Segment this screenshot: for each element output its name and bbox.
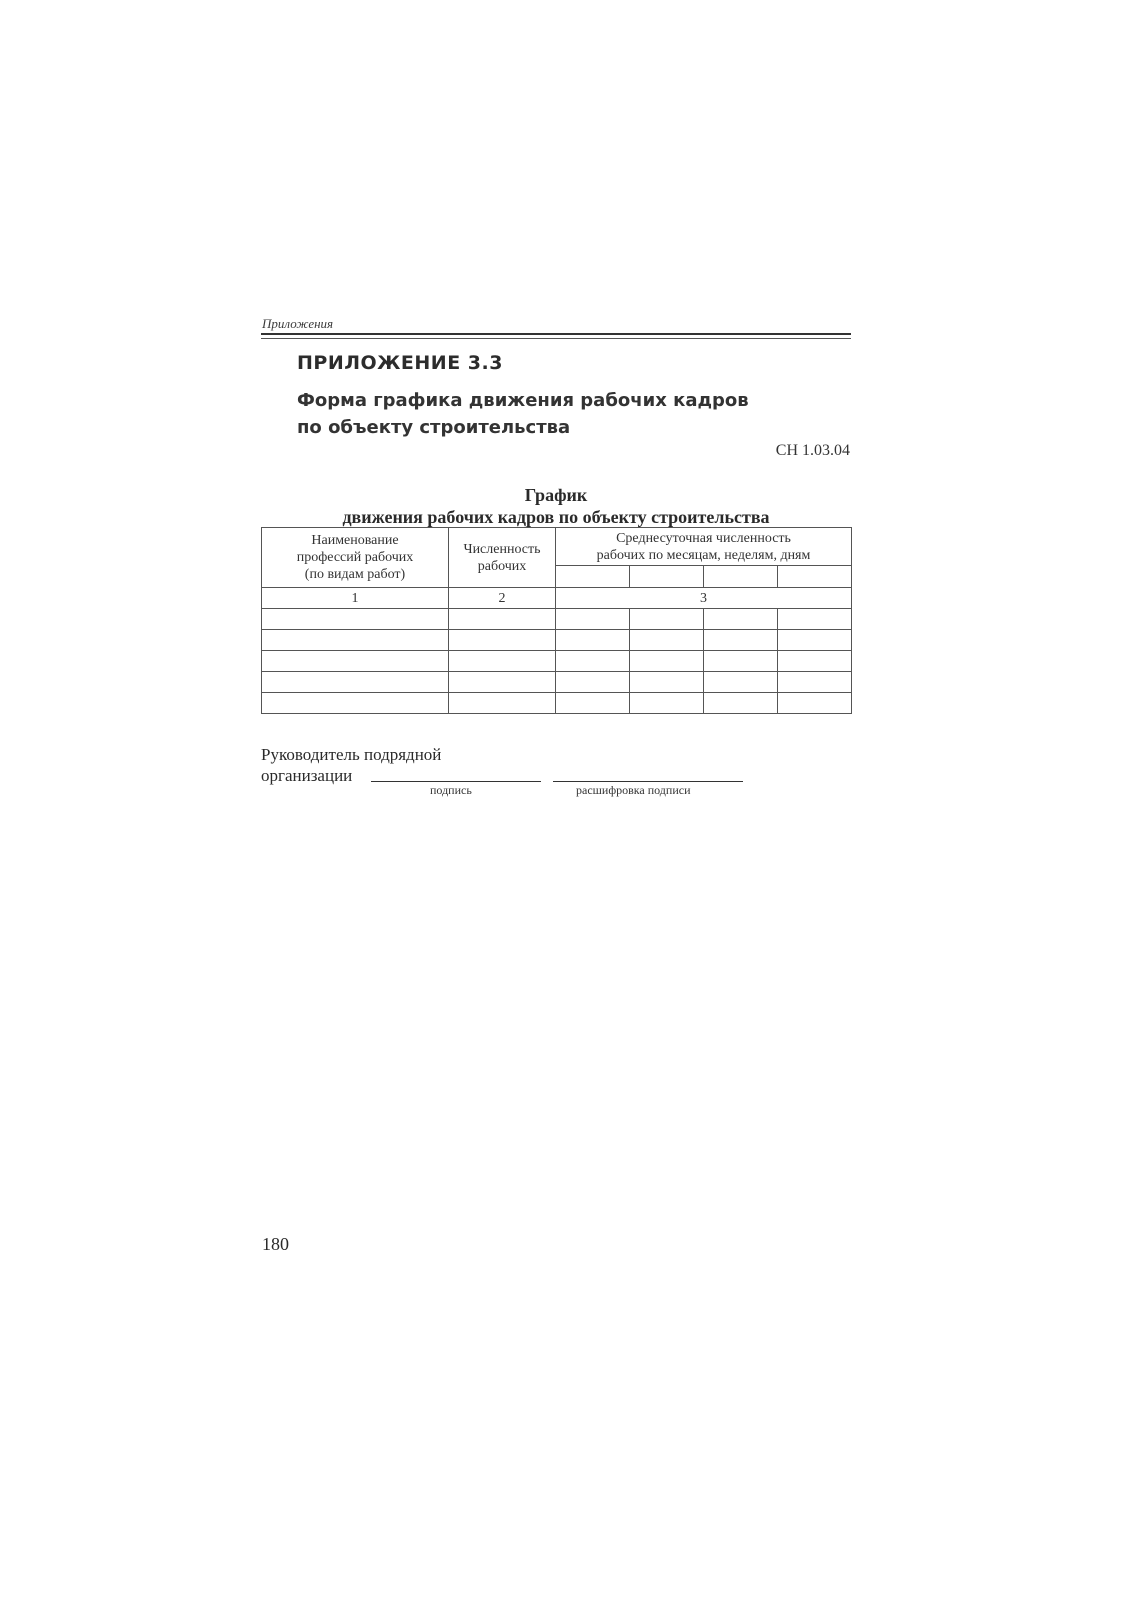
period-cell[interactable]	[630, 566, 704, 588]
signature-decoding-line[interactable]	[553, 781, 743, 782]
table-cell[interactable]	[630, 630, 704, 651]
table-cell[interactable]	[449, 672, 556, 693]
table-cell[interactable]	[449, 609, 556, 630]
table-cell[interactable]	[704, 693, 778, 714]
header-profession	[262, 528, 449, 588]
period-cell[interactable]	[704, 566, 778, 588]
table-cell[interactable]	[449, 693, 556, 714]
table-cell[interactable]	[556, 630, 630, 651]
table-cell[interactable]	[630, 609, 704, 630]
document-code: СН 1.03.04	[775, 442, 850, 459]
form-title-line-1: График	[524, 485, 588, 505]
table-cell[interactable]	[704, 609, 778, 630]
signature-label-line-1: Руководитель подрядной	[261, 745, 442, 764]
table-cell[interactable]	[556, 693, 630, 714]
signature-decoding-caption: расшифровка подписи	[576, 783, 691, 797]
table-cell[interactable]	[262, 672, 449, 693]
signature-label-line-2: организации	[261, 766, 353, 785]
table-cell[interactable]	[262, 609, 449, 630]
table-row	[262, 651, 852, 672]
appendix-heading: ПРИЛОЖЕНИЕ 3.3	[297, 352, 503, 374]
appendix-title-line-2: по объекту строительства	[297, 417, 571, 438]
table-cell[interactable]	[704, 630, 778, 651]
header-profession-line-2: профессий рабочих	[296, 550, 414, 565]
table-cell[interactable]	[630, 693, 704, 714]
appendix-title-line-1: Форма графика движения рабочих кадров	[297, 390, 749, 411]
column-number-2: 2	[449, 588, 556, 609]
table-cell[interactable]	[262, 630, 449, 651]
header-headcount-line-1: Численность	[463, 541, 541, 557]
table-cell[interactable]	[630, 651, 704, 672]
table-cell[interactable]	[449, 630, 556, 651]
table-row	[262, 630, 852, 651]
page-number: 180	[262, 1234, 289, 1254]
table-cell[interactable]	[778, 672, 852, 693]
table-cell[interactable]	[262, 651, 449, 672]
header-daily-average-line-2: рабочих по месяцам, неделям, дням	[596, 547, 811, 563]
running-head: Приложения	[262, 316, 334, 331]
header-daily-average	[556, 528, 852, 566]
header-rule-thick	[261, 333, 851, 335]
form-title	[261, 484, 851, 528]
table-cell[interactable]	[778, 630, 852, 651]
table-cell[interactable]	[449, 651, 556, 672]
header-profession-line-3: (по видам работ)	[304, 567, 406, 582]
signature-block	[261, 744, 441, 786]
form-title-line-2: движения рабочих кадров по объекту строительства	[342, 507, 770, 527]
table-cell[interactable]	[556, 672, 630, 693]
period-cell[interactable]	[778, 566, 852, 588]
table-header-row	[262, 528, 852, 566]
column-number-3: 3	[556, 588, 852, 609]
table-cell[interactable]	[556, 609, 630, 630]
table-row	[262, 672, 852, 693]
table-cell[interactable]	[778, 693, 852, 714]
column-number-row	[262, 588, 852, 609]
table-row	[262, 609, 852, 630]
header-headcount-line-2: рабочих	[477, 558, 527, 574]
header-headcount	[449, 528, 556, 588]
header-daily-average-line-1: Среднесуточная численность	[616, 530, 791, 546]
header-profession-line-1: Наименование	[311, 533, 399, 548]
table-cell[interactable]	[778, 609, 852, 630]
table-row	[262, 693, 852, 714]
table-cell[interactable]	[630, 672, 704, 693]
signature-caption: подпись	[430, 783, 472, 797]
column-number-1: 1	[262, 588, 449, 609]
table-cell[interactable]	[556, 651, 630, 672]
table-cell[interactable]	[704, 651, 778, 672]
signature-line[interactable]	[371, 781, 541, 782]
table-cell[interactable]	[778, 651, 852, 672]
appendix-title	[297, 387, 817, 441]
period-cell[interactable]	[556, 566, 630, 588]
schedule-table	[261, 527, 852, 714]
table-cell[interactable]	[262, 693, 449, 714]
table-cell[interactable]	[704, 672, 778, 693]
header-rule-thin	[261, 338, 851, 339]
